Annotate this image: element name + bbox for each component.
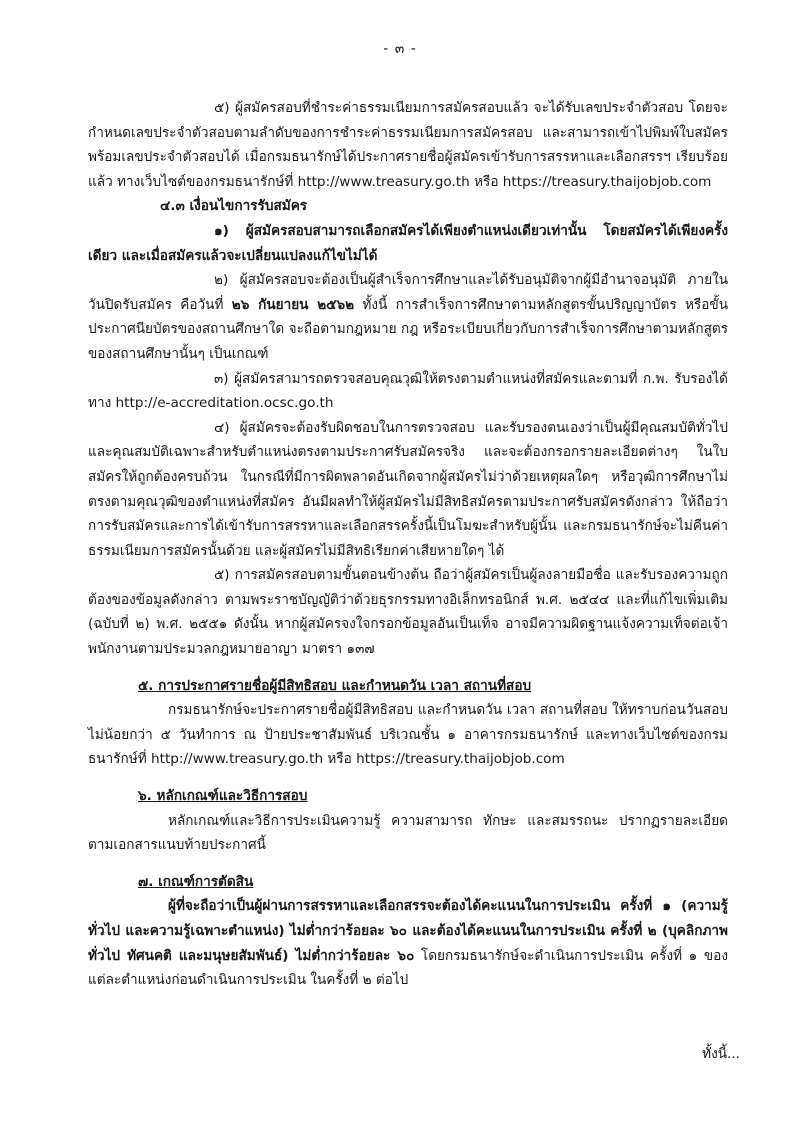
section-7-rest: โดยกรมธนารักษ์จะดำเนินการประเมิน ครั้งที่ ๑ ของแต่ละตำแหน่งก่อนดำเนินการประเมิน ในครั้งที่ ๒ ต่อไป bbox=[88, 947, 728, 989]
condition-4: ๔) ผู้สมัครจะต้องรับผิดชอบในการตรวจสอบ และรับรองตนเองว่าเป็นผู้มีคุณสมบัติทั่วไปและคุณสมบัติเฉพาะสำหรับตำแหน่งตรงตามประกาศรับสมัครจริง และจะต้องกรอกรายละเอียดต่างๆ ในใบสมัครให้ถูกต้องครบถ้วน ในกรณีที่มีการผิดพลาดอันเกิดจากผู้สมัครไม่ว่าด้วยเหตุผลใดๆ หรือวุฒิการศึกษาไม่ตรงตามคุณวุฒิของตำแหน่งที่สมัคร อันมีผลทำให้ผู้สมัครไม่มีสิทธิสมัครตามประกาศรับสมัครดังกล่าว ให้ถือว่าการรับสมัครและการได้เข้ารับการสรรหาและเลือกสรรครั้งนี้เป็นโมฆะสำหรับผู้นั้น และกรมธนารักษ์จะไม่คืนค่าธรรมเนียมการสมัครนั้นด้วย และผู้สมัครไม่มีสิทธิเรียกค่าเสียหายใดๆ ได้ bbox=[88, 419, 728, 559]
condition-2-text-a: ๒) ผู้สมัครสอบจะต้องเป็นผู้สำเร็จการศึกษาและได้รับอนุมัติจากผู้มีอำนาจอนุมัติ ภายในวันปิดรับสมัคร คือวันที่ bbox=[88, 272, 728, 313]
condition-2-text-b: ทั้งนี้ การสำเร็จการศึกษาตามหลักสูตรขั้นปริญญาบัตร หรือขั้นประกาศนียบัตรของสถานศึกษาใด จะถือตามกฎหมาย กฎ หรือระเบียบเกี่ยวกับการสำเร็จการศึกษาตามหลักสูตรของสถานศึกษานั้นๆ เป็นเกณฑ์ bbox=[88, 296, 728, 362]
heading-5-announcement: ๕. การประกาศรายชื่อผู้มีสิทธิสอบ และกำหนดวัน เวลา สถานที่สอบ bbox=[138, 677, 532, 694]
section-7-body bbox=[88, 894, 728, 992]
section-7-bold: ผู้ที่จะถือว่าเป็นผู้ผ่านการสรรหาและเลือกสรรจะต้องได้คะแนนในการประเมิน ครั้งที่ ๑ (ความรู้ทั่วไป และความรู้เฉพาะตำแหน่ง) ไม่ต่ำกว่าร้อยละ ๖๐ และต้องได้คะแนนในการประเมิน ครั้งที่ ๒ (บุคลิกภาพทั่วไป ทัศนคติ และมนุษยสัมพันธ์) ไม่ต่ำกว่าร้อยละ ๖๐ bbox=[88, 898, 728, 964]
section-6-body: หลักเกณฑ์และวิธีการประเมินความรู้ ความสามารถ ทักษะ และสมรรถนะ ปรากฏรายละเอียดตามเอกสารแนบท้ายประกาศนี้ bbox=[88, 812, 728, 854]
condition-2-deadline: ๒๖ กันยายน ๒๕๖๒ bbox=[231, 296, 355, 313]
section-5-body: กรมธนารักษ์จะประกาศรายชื่อผู้มีสิทธิสอบ และกำหนดวัน เวลา สถานที่สอบ ให้ทราบก่อนวันสอบไม่น้อยกว่า ๕ วันทำการ ณ ป้ายประชาสัมพันธ์ บริเวณชั้น ๑ อาคารกรมธนารักษ์ และทางเว็บไซต์ของกรมธนารักษ์ที่ http://www.treasury.go.th หรือ https://treasury.thaijobjob.com bbox=[88, 702, 728, 768]
item-5-exam-number: ๕) ผู้สมัครสอบที่ชำระค่าธรรมเนียมการสมัครสอบแล้ว จะได้รับเลขประจำตัวสอบ โดยจะกำหนดเลขประจำตัวสอบตามลำดับของการชำระค่าธรรมเนียมการสมัครสอบ และสามารถเข้าไปพิมพ์ใบสมัครพร้อมเลขประจำตัวสอบได้ เมื่อกรมธนารักษ์ได้ประกาศรายชื่อผู้สมัครเข้ารับการสรรหาและเลือกสรรฯ เรียบร้อยแล้ว ทางเว็บไซต์ของกรมธนารักษ์ที่ http://www.treasury.go.th หรือ https://treasury.thaijobjob.com bbox=[88, 100, 728, 190]
condition-3: ๓) ผู้สมัครสามารถตรวจสอบคุณวุฒิให้ตรงตามตำแหน่งที่สมัครและตามที่ ก.พ. รับรองได้ทาง http://e-accreditation.ocsc.go.th bbox=[88, 370, 728, 412]
continuation-marker: ทั้งนี้... bbox=[702, 1046, 740, 1062]
condition-5: ๕) การสมัครสอบตามขั้นตอนข้างต้น ถือว่าผู้สมัครเป็นผู้ลงลายมือชื่อ และรับรองความถูกต้องของข้อมูลดังกล่าว ตามพระราชบัญญัติว่าด้วยธุรกรรมทางอิเล็กทรอนิกส์ พ.ศ. ๒๕๔๔ และที่แก้ไขเพิ่มเติม (ฉบับที่ ๒) พ.ศ. ๒๕๕๑ ดังนั้น หากผู้สมัครจงใจกรอกข้อมูลอันเป็นเท็จ อาจมีความผิดฐานแจ้งความเท็จต่อเจ้าพนักงานตามประมวลกฎหมายอาญา มาตรา ๑๓๗ bbox=[88, 567, 728, 658]
heading-4-3-conditions: ๔.๓ เงื่อนไขการรับสมัคร bbox=[160, 198, 308, 215]
heading-6-criteria: ๖. หลักเกณฑ์และวิธีการสอบ bbox=[138, 788, 308, 805]
spacer bbox=[88, 662, 728, 674]
document-body bbox=[88, 96, 728, 993]
page-number: - ๓ - bbox=[383, 41, 417, 57]
condition-1-text: ๑) ผู้สมัครสอบสามารถเลือกสมัครได้เพียงตำแหน่งเดียวเท่านั้น โดยสมัครได้เพียงครั้งเดียว และเมื่อสมัครแล้วจะเปลี่ยนแปลงแก้ไขไม่ได้ bbox=[88, 222, 728, 264]
condition-2 bbox=[88, 268, 728, 366]
spacer bbox=[88, 772, 728, 784]
spacer bbox=[88, 858, 728, 870]
heading-7-judging: ๗. เกณฑ์การตัดสิน bbox=[138, 873, 254, 890]
condition-1 bbox=[88, 219, 728, 268]
